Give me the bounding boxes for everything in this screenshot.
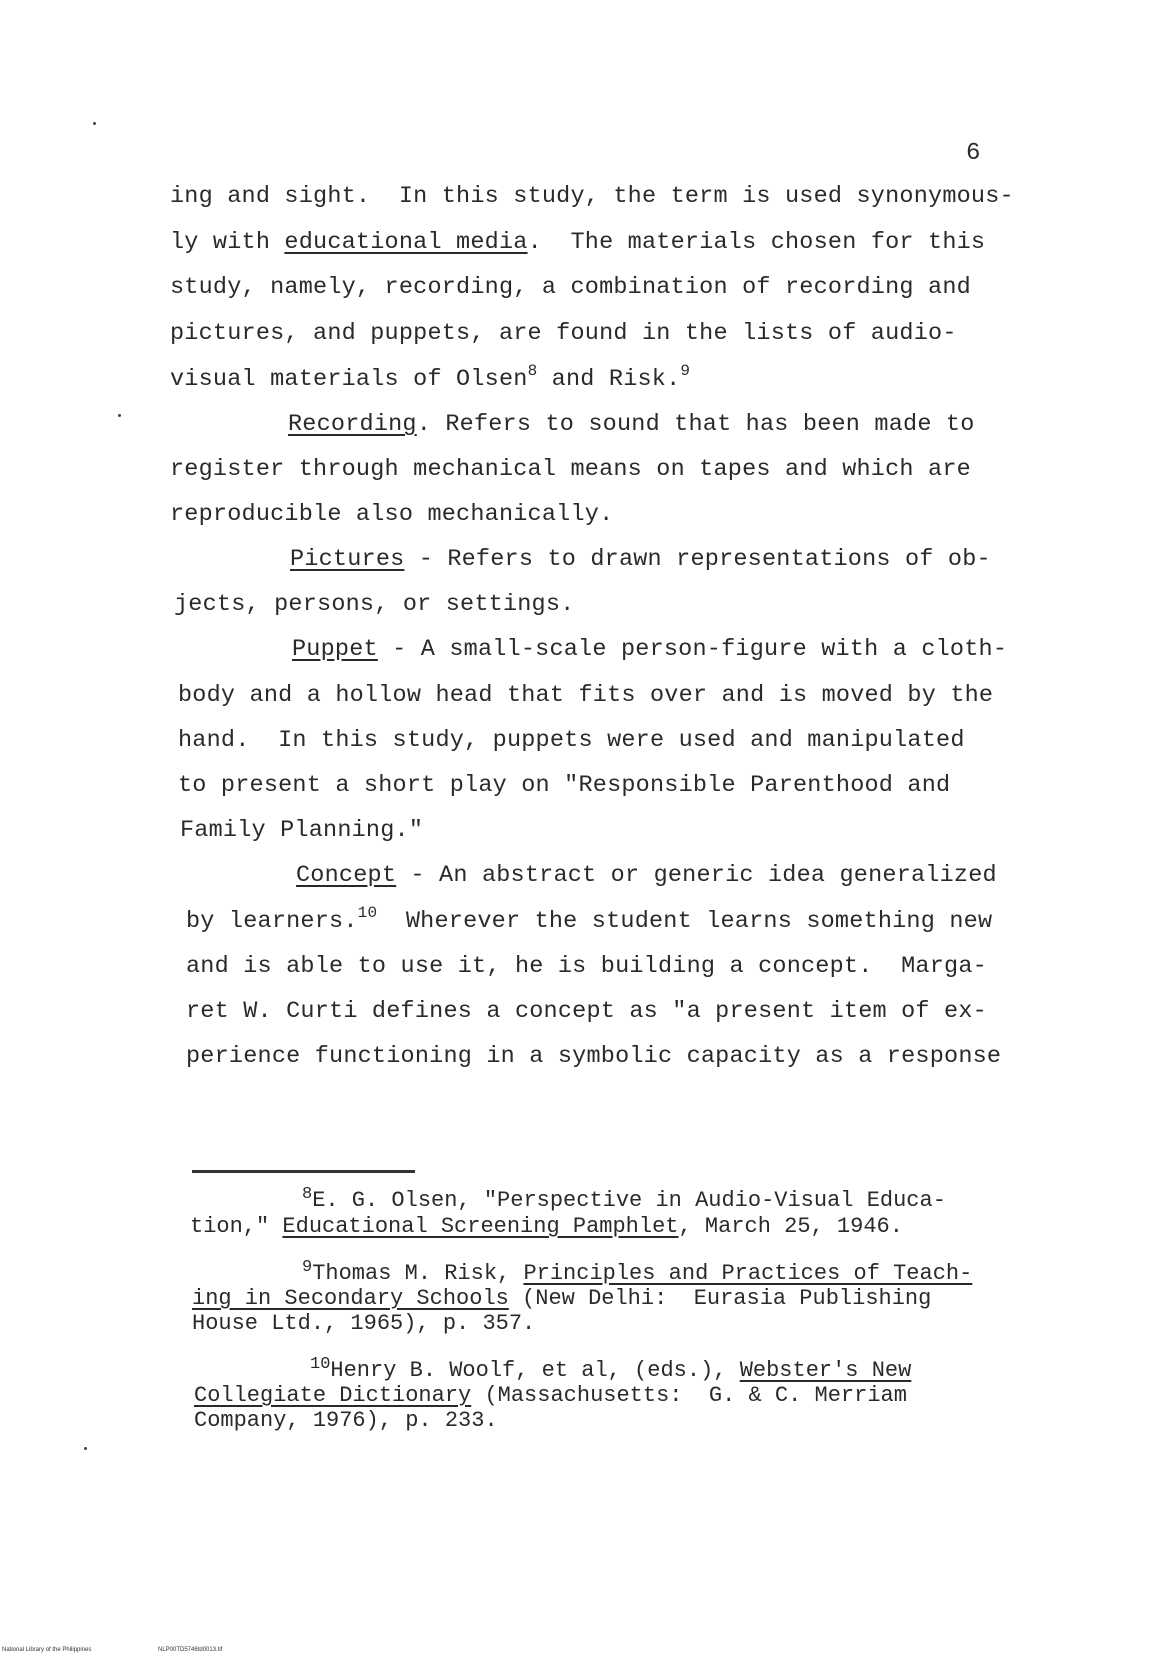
underlined-term: educational media [284, 229, 528, 256]
term-pictures: Pictures [290, 546, 405, 573]
text-line: Puppet - A small-scale person-figure with a cloth- [292, 636, 1008, 663]
text-line: register through mechanical means on tapes and which are [170, 456, 971, 483]
text-line: to present a short play on "Responsible Parenthood and [178, 772, 951, 799]
scan-speck [84, 1447, 87, 1450]
text-line: and is able to use it, he is building a concept. Marga- [186, 953, 987, 980]
footnote-separator [192, 1170, 415, 1173]
footnote-ref-10: 10 [357, 904, 378, 922]
footnote-number: 10 [310, 1355, 331, 1374]
text-line: body and a hollow head that fits over and is moved by the [178, 682, 994, 709]
text-line: Family Planning." [180, 817, 424, 844]
text-line: perience functioning in a symbolic capacity as a response [186, 1043, 1002, 1070]
text-line: Concept - An abstract or generic idea generalized [296, 862, 997, 889]
footnote-number: 9 [302, 1258, 313, 1277]
footnote-title: Educational Screening Pamphlet [282, 1214, 679, 1239]
footnote-title: Webster's New [739, 1358, 912, 1383]
term-concept: Concept [296, 862, 397, 889]
text-line: reproducible also mechanically. [170, 501, 614, 528]
footnote-title: ing in Secondary Schools [192, 1286, 509, 1311]
text-line: hand. In this study, puppets were used and manipulated [178, 727, 965, 754]
page-number: 6 [966, 140, 981, 167]
footnote-line: tion," Educational Screening Pamphlet, March 25, 1946. [190, 1214, 903, 1239]
text-line: by learners.$^{10}$ Wherever the student learns something new [186, 904, 993, 935]
footnote-line: ing in Secondary Schools (New Delhi: Eurasia Publishing [192, 1286, 932, 1311]
text-line: ing and sight. In this study, the term is used synonymous- [170, 183, 1014, 210]
text-line: study, namely, recording, a combination of recording and [170, 274, 971, 301]
term-puppet: Puppet [292, 636, 378, 663]
footnote-title: Principles and Practices of Teach- [523, 1261, 973, 1286]
footnote-line: House Ltd., 1965), p. 357. [192, 1311, 536, 1336]
text-line: ret W. Curti defines a concept as "a present item of ex- [186, 998, 987, 1025]
scan-speck [118, 414, 121, 417]
footnote-ref-9: 9 [680, 362, 691, 380]
text-line: pictures, and puppets, are found in the lists of audio- [170, 320, 957, 347]
text-line: visual materials of Olsen$^8$ and Risk.$^9$ [170, 362, 691, 393]
text-line: jects, persons, or settings. [174, 591, 575, 618]
footnote-line: $^{10}$Henry B. Woolf, et al, (eds.), Webster's New [310, 1355, 912, 1383]
text-line: Recording. Refers to sound that has been made to [288, 411, 975, 438]
library-credit: National Library of the Philippines [2, 1647, 92, 1653]
footnote-ref-8: 8 [527, 362, 538, 380]
footnote-line: Company, 1976), p. 233. [194, 1408, 498, 1433]
footnote-number: 8 [302, 1185, 313, 1204]
footnote-line: $^8$E. G. Olsen, "Perspective in Audio-Visual Educa- [302, 1185, 946, 1213]
footnote-title: Collegiate Dictionary [194, 1383, 472, 1408]
text-line: ly with educational media. The materials chosen for this [170, 229, 986, 256]
term-recording: Recording [288, 411, 417, 438]
text-line: Pictures - Refers to drawn representations of ob- [290, 546, 991, 573]
footnote-line: $^9$Thomas M. Risk, Principles and Practices of Teach- [302, 1258, 973, 1286]
scan-speck [93, 122, 96, 125]
footnote-line: Collegiate Dictionary (Massachusetts: G. & C. Merriam [194, 1383, 907, 1408]
file-name: NLP00TD5746td0013.tif [158, 1647, 223, 1653]
